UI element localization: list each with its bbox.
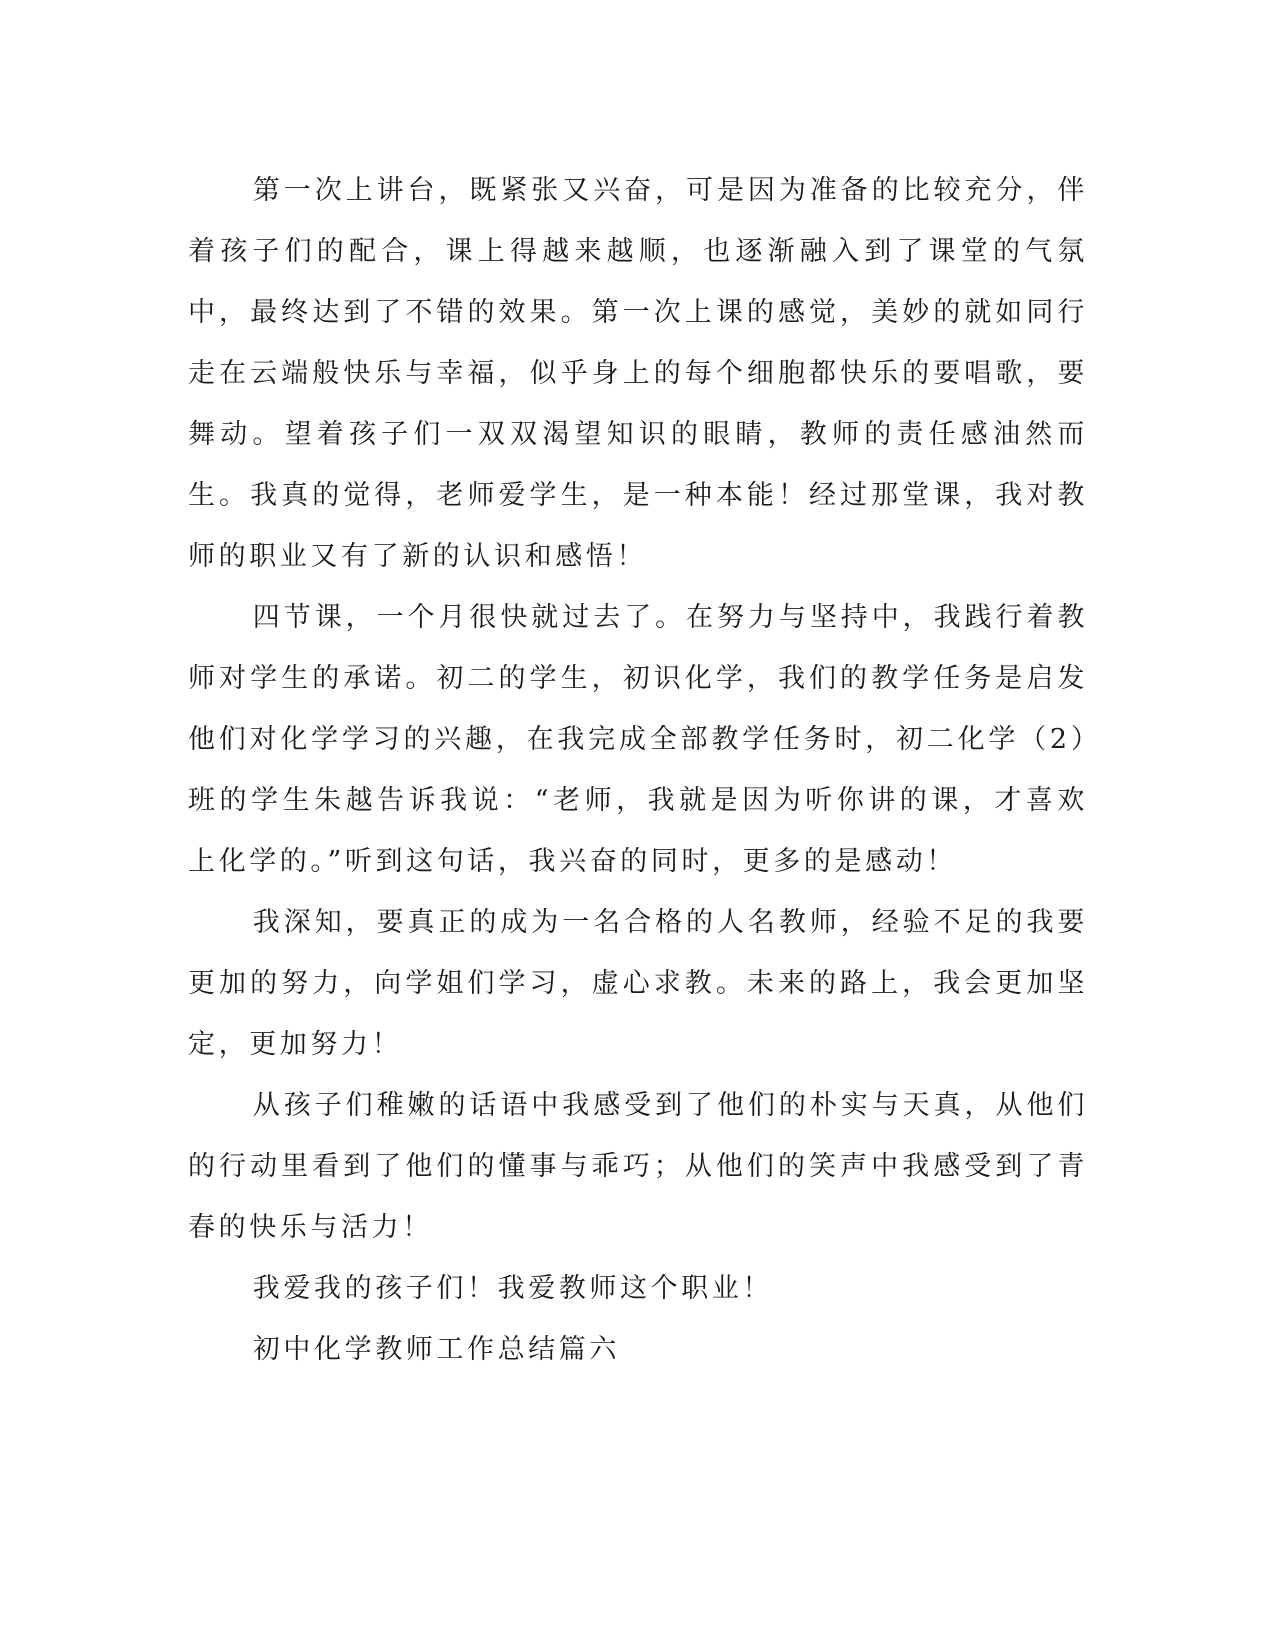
paragraph-deep-understanding: 我深知，要真正的成为一名合格的人名教师，经验不足的我要更加的努力，向学姐们学习，虚心求教。未来的路上，我会更加坚定，更加努力！ — [188, 907, 1088, 1060]
paragraph-first-class: 第一次上讲台，既紧张又兴奋，可是因为准备的比较充分，伴着孩子们的配合，课上得越来越顺，也逐渐融入到了课堂的气氛中，最终达到了不错的效果。第一次上课的感觉，美妙的就如同行走在云端般快乐与幸福，似乎身上的每个细胞都快乐的要唱歌，要舞动。望着孩子们一双双渴望知识的眼睛，教师的责任感油然而生。我真的觉得，老师爱学生，是一种本能！经过那堂课，我对教师的职业又有了新的认识和感悟！ — [188, 175, 1088, 572]
document-body — [188, 160, 1088, 1380]
paragraph-children-words: 从孩子们稚嫩的话语中我感受到了他们的朴实与天真，从他们的行动里看到了他们的懂事与乖巧；从他们的笑声中我感受到了青春的快乐与活力！ — [188, 1090, 1088, 1243]
paragraph-love-children: 我爱我的孩子们！我爱教师这个职业！ — [252, 1273, 773, 1304]
section-heading-part-six: 初中化学教师工作总结篇六 — [252, 1334, 620, 1365]
paragraph-four-lessons: 四节课，一个月很快就过去了。在努力与坚持中，我践行着教师对学生的承诺。初二的学生，初识化学，我们的教学任务是启发他们对化学学习的兴趣，在我完成全部教学任务时，初二化学（2）班的学生朱越告诉我说：“老师，我就是因为听你讲的课，才喜欢上化学的。”听到这句话，我兴奋的同时，更多的是感动！ — [188, 602, 1088, 877]
